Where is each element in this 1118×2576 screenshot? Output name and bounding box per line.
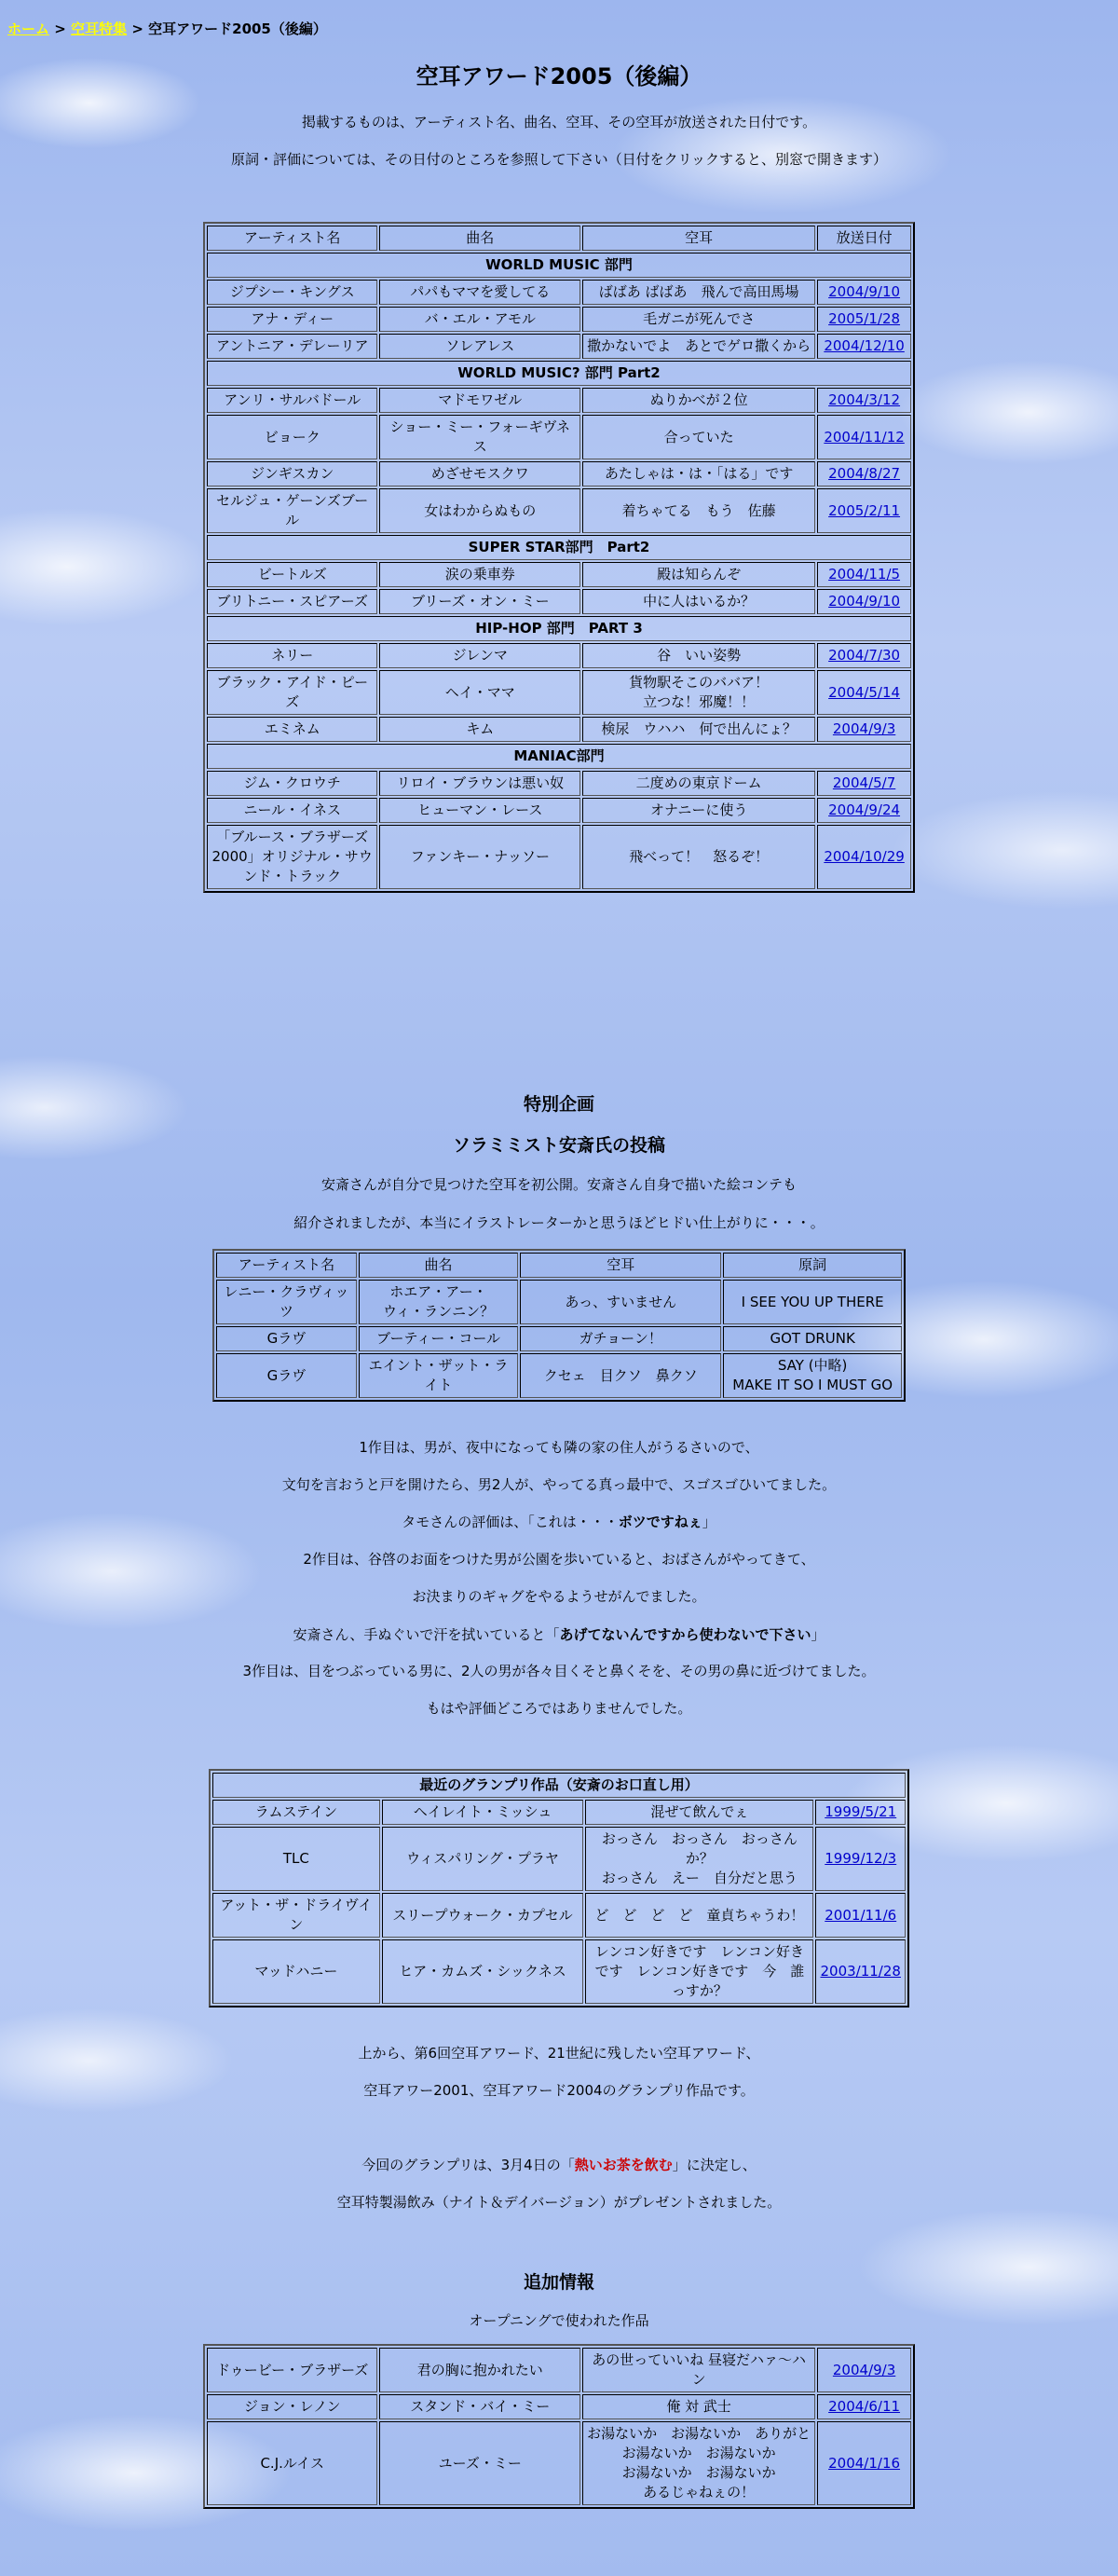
soramimi-cell: あの世っていいね 昼寝だハァ〜ハン	[582, 2348, 815, 2392]
date-cell	[817, 562, 911, 587]
soramimi-cell: クセェ 目クソ 鼻クソ	[520, 1353, 721, 1398]
table-row	[207, 771, 911, 796]
soramimi-cell: 混ぜて飲んでぇ	[585, 1800, 813, 1825]
grandprix-note: 上から、第6回空耳アワード、21世紀に残したい空耳アワード、	[358, 2045, 760, 2062]
extra-subheading: オープニングで使われた作品	[469, 2312, 649, 2329]
artist-cell: ブリトニー・スピアーズ	[207, 589, 377, 614]
breadcrumb	[7, 19, 327, 38]
song-cell: マドモワゼル	[379, 388, 580, 413]
artist-cell: ジム・クロウチ	[207, 771, 377, 796]
section-row-title: WORLD MUSIC? 部門 Part2	[207, 361, 911, 386]
song-cell: スタンド・バイ・ミー	[379, 2394, 580, 2419]
air-date-link[interactable]: 2005/1/28	[828, 310, 901, 327]
story-text: 」	[702, 1514, 716, 1530]
song-cell: キム	[379, 717, 580, 742]
song-cell: ウィスパリング・プラヤ	[382, 1827, 584, 1891]
section-row-title: HIP-HOP 部門 PART 3	[207, 616, 911, 641]
air-date-link[interactable]: 2003/11/28	[820, 1963, 901, 1980]
soramimi-cell: 合っていた	[582, 415, 815, 459]
table-row	[216, 1280, 902, 1324]
header-row	[216, 1253, 902, 1278]
song-cell: 女はわからぬもの	[379, 488, 580, 533]
soramimi-cell: お湯ないか お湯ないか ありがと お湯ないか お湯ないか お湯ないか お湯ないか あるじゃねぇの！	[582, 2421, 815, 2505]
air-date-link[interactable]: 2004/6/11	[828, 2398, 901, 2415]
date-cell	[817, 798, 911, 823]
date-cell	[817, 2421, 911, 2505]
song-cell: ブーティー・コール	[359, 1326, 518, 1351]
air-date-link[interactable]: 2004/9/3	[832, 2361, 896, 2378]
table-row	[207, 717, 911, 742]
table-row	[216, 1326, 902, 1351]
soramimi-cell: 検尿 ウハハ 何で出んにょ？	[582, 717, 815, 742]
date-cell	[815, 1800, 906, 1825]
air-date-link[interactable]: 2004/11/12	[824, 428, 905, 445]
date-cell	[817, 771, 911, 796]
artist-cell: アナ・ディー	[207, 307, 377, 332]
air-date-link[interactable]: 2004/8/27	[828, 465, 901, 482]
table-row	[207, 589, 911, 614]
soramimi-cell: 谷 いい姿勢	[582, 643, 815, 668]
air-date-link[interactable]: 2004/9/3	[832, 720, 896, 737]
soramimi-cell: 毛ガニが死んでさ	[582, 307, 815, 332]
soramimi-cell: 着ちゃてる もう 佐藤	[582, 488, 815, 533]
date-cell	[817, 307, 911, 332]
date-cell	[817, 461, 911, 486]
result-text: 今回のグランプリは、3月4日の「	[361, 2157, 575, 2173]
song-cell: ブリーズ・オン・ミー	[379, 589, 580, 614]
opening-table	[203, 2344, 915, 2509]
table-row	[207, 2348, 911, 2392]
song-cell: めざせモスクワ	[379, 461, 580, 486]
artist-cell: マッドハニー	[212, 1939, 380, 2004]
story-line: お決まりのギャグをやるようせがんでました。	[412, 1588, 706, 1605]
artist-cell: 「ブルース・ブラザーズ2000」オリジナル・サウンド・トラック	[207, 825, 377, 889]
grandprix-prize: 空耳特製湯飲み（ナイト＆デイバージョン）がプレゼントされました。	[336, 2194, 782, 2211]
table-row	[207, 388, 911, 413]
song-cell: バ・エル・アモル	[379, 307, 580, 332]
date-cell	[817, 670, 911, 715]
column-header: 曲名	[359, 1253, 518, 1278]
soramimi-cell: おっさん おっさん おっさんか？ おっさん えー 自分だと思う	[585, 1827, 813, 1891]
breadcrumb-home-link[interactable]: ホーム	[7, 21, 50, 37]
artist-cell: ブラック・アイド・ピーズ	[207, 670, 377, 715]
grandprix-note: 空耳アワー2001、空耳アワード2004のグランプリ作品です。	[363, 2082, 755, 2099]
air-date-link[interactable]: 2001/11/6	[825, 1906, 897, 1924]
story-text: 」	[811, 1626, 825, 1643]
soramimi-cell: レンコン好きです レンコン好きです レンコン好きです 今 誰っすか？	[585, 1939, 813, 2004]
column-header: 放送日付	[817, 226, 911, 251]
table-row	[212, 1800, 906, 1825]
song-cell: ヘイ・ママ	[379, 670, 580, 715]
header-row	[207, 226, 911, 251]
award-table	[203, 222, 915, 893]
song-cell: ヒア・カムズ・シックネス	[382, 1939, 584, 2004]
song-cell: ヒューマン・レース	[379, 798, 580, 823]
grandprix-result	[0, 2155, 1118, 2174]
date-cell	[817, 2394, 911, 2419]
table-row	[207, 825, 911, 889]
date-cell	[815, 1939, 906, 2004]
original-lyric-cell: SAY (中略) MAKE IT SO I MUST GO	[723, 1353, 902, 1398]
song-cell: 涙の乗車券	[379, 562, 580, 587]
air-date-link[interactable]: 1999/5/21	[825, 1803, 897, 1820]
extra-heading: 追加情報	[523, 2272, 594, 2293]
grandprix-title-row-title: 最近のグランプリ作品（安斎のお口直し用）	[212, 1773, 906, 1798]
column-header: 空耳	[520, 1253, 721, 1278]
air-date-link[interactable]: 2004/3/12	[828, 391, 901, 408]
grandprix-table	[209, 1769, 909, 2007]
artist-cell: ジプシー・キングス	[207, 280, 377, 305]
story-quote-bold: あげてないんですから使わないで下さい	[559, 1626, 811, 1643]
song-cell: ジレンマ	[379, 643, 580, 668]
air-date-link[interactable]: 2004/10/29	[824, 848, 905, 865]
date-cell	[817, 589, 911, 614]
date-cell	[817, 488, 911, 533]
table-row	[207, 670, 911, 715]
column-header: 曲名	[379, 226, 580, 251]
soramimi-cell: あっ、すいません	[520, 1280, 721, 1324]
section-row-title: MANIAC部門	[207, 744, 911, 769]
date-cell	[817, 643, 911, 668]
artist-cell: Gラヴ	[216, 1353, 357, 1398]
soramimi-cell: ぬりかべが２位	[582, 388, 815, 413]
artist-cell: ジンギスカン	[207, 461, 377, 486]
date-cell	[817, 825, 911, 889]
soramimi-cell: 撒かないでよ あとでゲロ撒くから	[582, 334, 815, 359]
table-row	[207, 461, 911, 486]
date-cell	[815, 1827, 906, 1891]
air-date-link[interactable]: 2004/12/10	[824, 337, 905, 354]
original-lyric-cell: GOT DRUNK	[723, 1326, 902, 1351]
special-heading: 特別企画	[523, 1094, 594, 1115]
table-row	[212, 1939, 906, 2004]
artist-cell: アット・ザ・ドライヴイン	[212, 1893, 380, 1938]
date-cell	[815, 1893, 906, 1938]
artist-cell: C.J.ルイス	[207, 2421, 377, 2505]
intro-line: 掲載するものは、アーティスト名、曲名、空耳、その空耳が放送された日付です。	[301, 114, 817, 130]
air-date-link[interactable]: 2004/5/7	[832, 774, 896, 791]
air-date-link[interactable]: 2004/9/24	[828, 802, 901, 818]
air-date-link[interactable]: 2005/2/11	[828, 501, 901, 519]
story-line: 文句を言おうと戸を開けたら、男2人が、やってる真っ最中で、スゴスゴひいてました。	[281, 1476, 837, 1493]
story-line: もはや評価どころではありませんでした。	[426, 1700, 692, 1717]
section-row-title: WORLD MUSIC 部門	[207, 253, 911, 278]
air-date-link[interactable]: 2004/9/10	[828, 593, 901, 610]
date-cell	[817, 717, 911, 742]
artist-cell: ジョン・レノン	[207, 2394, 377, 2419]
soramimi-cell: ど ど ど ど 童貞ちゃうわ！	[585, 1893, 813, 1938]
story-line	[0, 1624, 1118, 1644]
column-header: アーティスト名	[207, 226, 377, 251]
section-row	[207, 253, 911, 278]
table-row	[207, 562, 911, 587]
artist-cell: セルジュ・ゲーンズブール	[207, 488, 377, 533]
table-row	[212, 1893, 906, 1938]
table-row	[207, 415, 911, 459]
story-text: タモさんの評価は、「これは・・・	[402, 1514, 619, 1530]
section-row-title: SUPER STAR部門 Part2	[207, 535, 911, 560]
song-cell: エイント・ザット・ライト	[359, 1353, 518, 1398]
soramimi-cell: 飛べって！ 怒るぞ！	[582, 825, 815, 889]
special-table	[212, 1249, 906, 1402]
date-cell	[817, 280, 911, 305]
song-cell: ソレアレス	[379, 334, 580, 359]
artist-cell: TLC	[212, 1827, 380, 1891]
artist-cell: ドゥービー・ブラザーズ	[207, 2348, 377, 2392]
air-date-link[interactable]: 2004/9/10	[828, 283, 901, 300]
air-date-link[interactable]: 1999/12/3	[825, 1850, 897, 1867]
soramimi-cell: オナニーに使う	[582, 798, 815, 823]
air-date-link[interactable]: 2004/5/14	[828, 683, 901, 701]
table-row	[207, 798, 911, 823]
grandprix-title-row	[212, 1773, 906, 1798]
air-date-link[interactable]: 2004/11/5	[828, 566, 901, 582]
story-text: 安斎さん、手ぬぐいで汗を拭いていると「	[293, 1626, 560, 1643]
story-line: 2作目は、谷啓のお面をつけた男が公園を歩いていると、おばさんがやってきて、	[303, 1551, 815, 1568]
breadcrumb-separator: >	[54, 21, 66, 37]
result-highlight: 熱いお茶を飲む	[574, 2157, 673, 2173]
breadcrumb-current: 空耳アワード2005（後編）	[148, 21, 327, 37]
soramimi-cell: あたしゃは・は・「はる」です	[582, 461, 815, 486]
section-row	[207, 361, 911, 386]
column-header: アーティスト名	[216, 1253, 357, 1278]
song-cell: ホエア・アー・ ウィ・ランニン？	[359, 1280, 518, 1324]
air-date-link[interactable]: 2004/1/16	[828, 2454, 901, 2472]
table-row	[212, 1827, 906, 1891]
story-line	[0, 1512, 1118, 1531]
soramimi-cell: 殿は知らんぞ	[582, 562, 815, 587]
soramimi-cell: 二度めの東京ドーム	[582, 771, 815, 796]
column-header: 原詞	[723, 1253, 902, 1278]
song-cell: パパもママを愛してる	[379, 280, 580, 305]
table-row	[207, 307, 911, 332]
artist-cell: ニール・イネス	[207, 798, 377, 823]
song-cell: 君の胸に抱かれたい	[379, 2348, 580, 2392]
artist-cell: ラムステイン	[212, 1800, 380, 1825]
artist-cell: アンリ・サルバドール	[207, 388, 377, 413]
song-cell: ファンキー・ナッソー	[379, 825, 580, 889]
section-row	[207, 535, 911, 560]
air-date-link[interactable]: 2004/7/30	[828, 647, 901, 664]
soramimi-cell: 俺 対 武士	[582, 2394, 815, 2419]
artist-cell: エミネム	[207, 717, 377, 742]
artist-cell: アントニア・デレーリア	[207, 334, 377, 359]
song-cell: ショー・ミー・フォーギヴネス	[379, 415, 580, 459]
artist-cell: ネリー	[207, 643, 377, 668]
table-row	[207, 2394, 911, 2419]
intro-line: 原詞・評価については、その日付のところを参照して下さい（日付をクリックすると、別窓で開きます）	[230, 151, 888, 168]
page-title: 空耳アワード2005（後編）	[416, 63, 702, 89]
section-row	[207, 616, 911, 641]
special-line: 安斎さんが自分で見つけた空耳を初公開。安斎さん自身で描いた絵コンテも	[320, 1176, 797, 1193]
story-line: 3作目は、目をつぶっている男に、2人の男が各々目くそと鼻くそを、その男の鼻に近づけてました。	[242, 1663, 876, 1679]
table-row	[207, 488, 911, 533]
date-cell	[817, 388, 911, 413]
table-row	[216, 1353, 902, 1398]
breadcrumb-separator: >	[131, 21, 143, 37]
table-row	[207, 280, 911, 305]
section-row	[207, 744, 911, 769]
soramimi-cell: 中に人はいるか？	[582, 589, 815, 614]
date-cell	[817, 334, 911, 359]
column-header: 空耳	[582, 226, 815, 251]
artist-cell: Gラヴ	[216, 1326, 357, 1351]
song-cell: スリープウォーク・カプセル	[382, 1893, 584, 1938]
table-row	[207, 2421, 911, 2505]
breadcrumb-parent-link[interactable]: 空耳特集	[71, 21, 128, 37]
special-line: 紹介されましたが、本当にイラストレーターかと思うほどヒドい仕上がりに・・・。	[293, 1214, 825, 1231]
table-row	[207, 643, 911, 668]
result-text: 」に決定し、	[672, 2157, 757, 2173]
soramimi-cell: ガチョーン！	[520, 1326, 721, 1351]
date-cell	[817, 2348, 911, 2392]
original-lyric-cell: I SEE YOU UP THERE	[723, 1280, 902, 1324]
special-subheading: ソラミミスト安斎氏の投稿	[452, 1135, 665, 1156]
soramimi-cell: ばばあ ばばあ 飛んで高田馬場	[582, 280, 815, 305]
story-line: 1作目は、男が、夜中になっても隣の家の住人がうるさいので、	[359, 1439, 759, 1456]
soramimi-cell: 貨物駅そこのババア！ 立つな！邪魔！！	[582, 670, 815, 715]
date-cell	[817, 415, 911, 459]
artist-cell: レニー・クラヴィッツ	[216, 1280, 357, 1324]
artist-cell: ビートルズ	[207, 562, 377, 587]
song-cell: ユーズ・ミー	[379, 2421, 580, 2505]
song-cell: リロイ・ブラウンは悪い奴	[379, 771, 580, 796]
story-quote-bold: ボツですねぇ	[618, 1514, 702, 1530]
artist-cell: ビョーク	[207, 415, 377, 459]
song-cell: ヘイレイト・ミッシュ	[382, 1800, 584, 1825]
table-row	[207, 334, 911, 359]
